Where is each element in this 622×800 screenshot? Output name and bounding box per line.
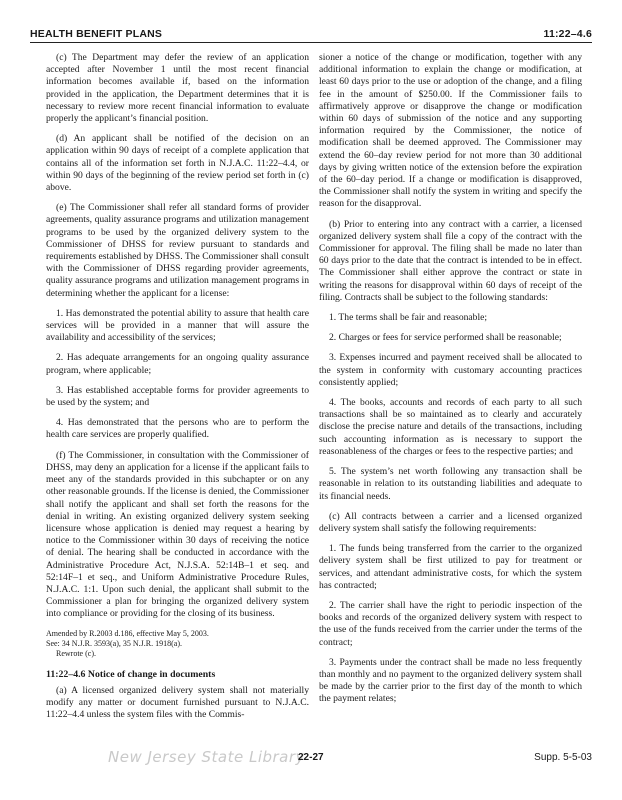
list-item: 3. Has established acceptable forms for provider agreements to be used by the system; and bbox=[46, 384, 309, 409]
library-watermark: New Jersey State Library bbox=[108, 748, 305, 766]
list-item: 3. Payments under the contract shall be made no less frequently than monthly and no payment to the organized delivery system shall be made by the carrier prior to the first day of the month to which the payment relates; bbox=[319, 656, 582, 705]
list-item: 4. The books, accounts and records of each party to all such transactions shall be so maintained as to clearly and accurately disclose the precise nature and details of the transactions, including such accounting information as is necessary to support the reasonableness of the charges or fees to the respective parties; and bbox=[319, 397, 582, 457]
section-heading: 11:22–4.6 Notice of change in documents bbox=[46, 668, 216, 680]
left-column bbox=[46, 52, 309, 729]
header-title: HEALTH BENEFIT PLANS bbox=[30, 28, 163, 40]
list-item: 1. Has demonstrated the potential ability to assure that health care services will be provided in a manner that will assure the availability and accessibility of the services; bbox=[46, 307, 309, 344]
section-paragraph-a: (a) A licensed organized delivery system shall not materially modify any matter or document furnished pursuant to N.J.A.C. 11:22–4.4 unless the system files with the Commis- bbox=[46, 684, 309, 721]
page-footer bbox=[30, 748, 592, 772]
supplement-date: Supp. 5-5-03 bbox=[534, 752, 592, 763]
right-column bbox=[319, 52, 582, 714]
list-item: 1. The terms shall be fair and reasonable; bbox=[329, 312, 488, 324]
paragraph-a-continued: sioner a notice of the change or modification, together with any additional information to explain the change or modification, at least 60 days prior to the use or adoption of the change, and a filing fee in the amount of $250.00. If the Commissioner fails to affirmatively approve or disapprove the change or modification within 60 days of submission of the notice and any supporting information required by the Commissioner, the notice of modification shall be deemed approved. The Commissioner may extend the 60–day review period for not more than 30 additional days by giving written notice of the extension before the expiration of the 60–day period. If a change or modification is disapproved, the Commissioner shall notify the system in writing and specify the reason for the disapproval. bbox=[319, 52, 582, 210]
list-item: 1. The funds being transferred from the carrier to the organized delivery system shall be first utilized to pay for treatment or services, and attendant administrative costs, for which the system has contracted; bbox=[319, 543, 582, 591]
list-item: 5. The system’s net worth following any transaction shall be reasonable in relation to its outstanding liabilities and adequate to its financial needs. bbox=[319, 466, 582, 502]
page-number: 22-27 bbox=[298, 752, 324, 763]
amendment-citation: See: 34 N.J.R. 3593(a), 35 N.J.R. 1918(a). bbox=[46, 638, 182, 648]
amendment-note: Amended by R.2003 d.186, effective May 5, 2003. bbox=[46, 628, 209, 638]
amendment-summary: Rewrote (c). bbox=[56, 648, 96, 658]
list-item: 2. Charges or fees for service performed shall be reasonable; bbox=[329, 332, 562, 344]
running-header bbox=[30, 24, 592, 43]
paragraph-e: (e) The Commissioner shall refer all standard forms of provider agreements, quality assurance programs and utilization management programs to be used by the organized delivery system to the Commissioner of DHSS for review pursuant to standards and requirements established by DHSS. The Commissioner shall consult with the Commissioner of DHSS regarding provider agreements, quality assurance programs and utilization management programs in determining whether the applicant for a license: bbox=[46, 202, 309, 299]
paragraph-d: (d) An applicant shall be notified of the decision on an application within 90 days of receipt of a complete application that contains all of the information set forth in N.J.A.C. 11:22–4.4, or within 90 days of the beginning of the review period set forth in (c) above. bbox=[46, 133, 309, 194]
list-item: 2. The carrier shall have the right to periodic inspection of the books and records of the organized delivery system with respect to the use of the funds received from the carrier under the terms of the contract; bbox=[319, 599, 582, 648]
list-item: 4. Has demonstrated that the persons who are to perform the health care services are properly qualified. bbox=[46, 417, 309, 441]
header-section-number: 11:22–4.6 bbox=[543, 28, 592, 40]
list-item: 3. Expenses incurred and payment received shall be allocated to the system in conformity with customary accounting practices consistently applied; bbox=[319, 352, 582, 388]
paragraph-c: (c) The Department may defer the review of an application accepted after November 1 until the most recent financial information becomes available if, based on the information provided in the application, the Department determines that it is necessary to review more recent financial information to evaluate properly the applicant’s financial position. bbox=[46, 52, 309, 125]
paragraph-b: (b) Prior to entering into any contract with a carrier, a licensed organized delivery system shall file a copy of the contract with the Commissioner for approval. The filing shall be made no later than 60 days prior to the date that the contract is intended to be in effect. The Commissioner shall either approve the contract or state in writing the reasons for disapproval within 60 days of receipt of the filing. Contracts shall be subject to the following standards: bbox=[319, 218, 582, 303]
list-item: 2. Has adequate arrangements for an ongoing quality assurance program, where applicable; bbox=[46, 352, 309, 376]
paragraph-c: (c) All contracts between a carrier and a licensed organized delivery system shall satisfy the following requirements: bbox=[319, 510, 582, 534]
paragraph-f: (f) The Commissioner, in consultation with the Commissioner of DHSS, may deny an application for a license if the applicant fails to meet any of the standards provided in this subchapter or on any other reasonable grounds. If the license is denied, the Commissioner shall notify the applicant and shall set forth the reasons for the denial in writing. An existing organized delivery system seeking licensure whose application is denied may request a hearing by notice to the Commissioner within 30 days of receiving the notice of denial. The hearing shall be conducted in accordance with the Administrative Procedure Act, N.J.S.A. 52:14B–1 et seq. and 52:14F–1 et seq., and Uniform Administrative Procedure Rules, N.J.A.C. 1:1. Upon such denial, the applicant shall submit to the Commissioner a plan for bringing the organized delivery system into compliance or providing for the closing of its business. bbox=[46, 449, 309, 620]
